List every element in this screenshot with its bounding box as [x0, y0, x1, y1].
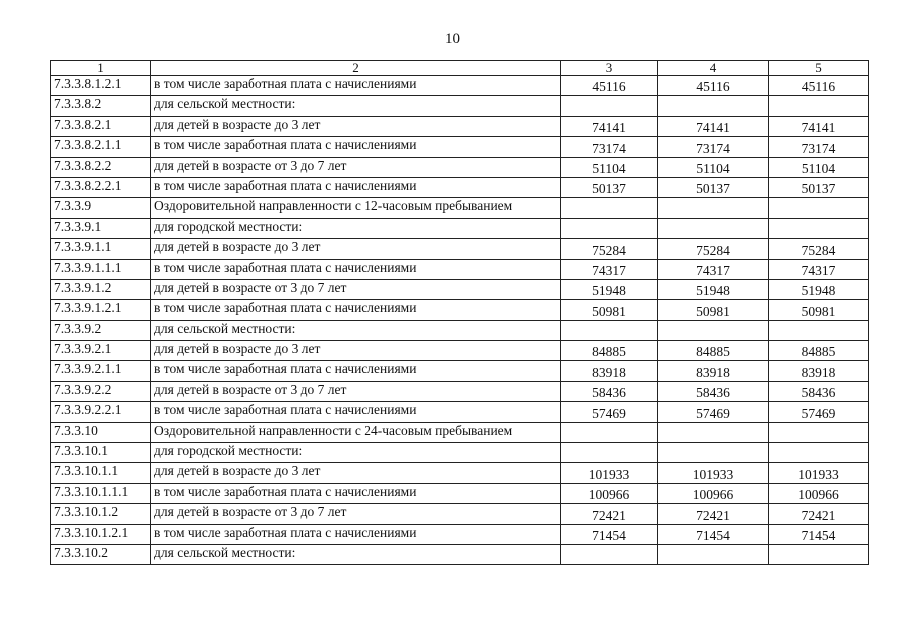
row-value-cell-4: [658, 198, 769, 218]
row-value-cell-3: [561, 218, 658, 238]
row-value-cell-5: 58436: [769, 381, 869, 401]
row-value-cell-4: [658, 422, 769, 442]
row-value-cell-3: 74141: [561, 116, 658, 136]
row-code-cell: 7.3.3.9.2.1.1: [51, 361, 151, 381]
row-value-cell-3: [561, 198, 658, 218]
row-code-cell: 7.3.3.9.1.1.1: [51, 259, 151, 279]
row-name-cell: для детей в возрасте до 3 лет: [151, 463, 561, 483]
table-header-row: [51, 61, 869, 76]
row-code-cell: 7.3.3.10.1.1.1: [51, 483, 151, 503]
row-value-cell-4: 58436: [658, 381, 769, 401]
row-value-cell-4: 50137: [658, 177, 769, 197]
row-code-cell: 7.3.3.10.1.2: [51, 504, 151, 524]
row-name-cell: в том числе заработная плата с начислениями: [151, 524, 561, 544]
row-value-cell-3: 74317: [561, 259, 658, 279]
table-row: [51, 239, 869, 259]
row-name-cell: Оздоровительной направленности с 24-часовым пребыванием: [151, 422, 561, 442]
row-value-cell-3: 71454: [561, 524, 658, 544]
row-code-cell: 7.3.3.9.2.2.1: [51, 402, 151, 422]
row-value-cell-3: [561, 422, 658, 442]
row-value-cell-4: 100966: [658, 483, 769, 503]
row-code-cell: 7.3.3.9.1.2: [51, 279, 151, 299]
table-row: [51, 381, 869, 401]
table-row: [51, 443, 869, 463]
row-value-cell-3: [561, 96, 658, 116]
row-value-cell-3: 50137: [561, 177, 658, 197]
row-value-cell-3: 100966: [561, 483, 658, 503]
row-code-cell: 7.3.3.8.1.2.1: [51, 76, 151, 96]
row-value-cell-5: [769, 320, 869, 340]
row-name-cell: для детей в возрасте до 3 лет: [151, 341, 561, 361]
row-value-cell-4: 45116: [658, 76, 769, 96]
row-value-cell-4: 75284: [658, 239, 769, 259]
row-value-cell-3: 50981: [561, 300, 658, 320]
row-value-cell-3: 84885: [561, 341, 658, 361]
row-value-cell-5: 51948: [769, 279, 869, 299]
row-value-cell-4: 84885: [658, 341, 769, 361]
row-value-cell-5: 50981: [769, 300, 869, 320]
table-row: [51, 279, 869, 299]
row-value-cell-4: [658, 544, 769, 564]
row-name-cell: в том числе заработная плата с начислениями: [151, 300, 561, 320]
header-cell-4: 4: [658, 61, 769, 76]
row-value-cell-5: [769, 544, 869, 564]
table-row: [51, 198, 869, 218]
table-row: [51, 177, 869, 197]
row-name-cell: для детей в возрасте от 3 до 7 лет: [151, 279, 561, 299]
row-value-cell-5: 45116: [769, 76, 869, 96]
row-value-cell-3: 101933: [561, 463, 658, 483]
table-row: [51, 76, 869, 96]
row-value-cell-5: [769, 422, 869, 442]
page-number: 10: [445, 31, 460, 47]
row-name-cell: для сельской местности:: [151, 96, 561, 116]
row-value-cell-5: [769, 96, 869, 116]
row-value-cell-3: [561, 544, 658, 564]
row-value-cell-5: 101933: [769, 463, 869, 483]
row-name-cell: для городской местности:: [151, 218, 561, 238]
row-value-cell-5: 57469: [769, 402, 869, 422]
row-value-cell-3: 51948: [561, 279, 658, 299]
table-row: [51, 422, 869, 442]
row-value-cell-5: 71454: [769, 524, 869, 544]
row-name-cell: Оздоровительной направленности с 12-часовым пребыванием: [151, 198, 561, 218]
table-row: [51, 361, 869, 381]
row-code-cell: 7.3.3.10.1.1: [51, 463, 151, 483]
row-value-cell-3: 72421: [561, 504, 658, 524]
row-value-cell-5: [769, 218, 869, 238]
row-value-cell-3: 45116: [561, 76, 658, 96]
row-value-cell-3: 57469: [561, 402, 658, 422]
row-value-cell-5: 100966: [769, 483, 869, 503]
row-value-cell-4: 57469: [658, 402, 769, 422]
table-row: [51, 259, 869, 279]
row-value-cell-3: 58436: [561, 381, 658, 401]
row-value-cell-5: [769, 443, 869, 463]
row-name-cell: для детей в возрасте от 3 до 7 лет: [151, 157, 561, 177]
header-cell-3: 3: [561, 61, 658, 76]
row-value-cell-3: 51104: [561, 157, 658, 177]
row-name-cell: в том числе заработная плата с начислениями: [151, 177, 561, 197]
table-row: [51, 96, 869, 116]
row-name-cell: для сельской местности:: [151, 320, 561, 340]
row-value-cell-4: 83918: [658, 361, 769, 381]
row-value-cell-4: 50981: [658, 300, 769, 320]
table-row: [51, 137, 869, 157]
row-value-cell-5: 74317: [769, 259, 869, 279]
row-value-cell-4: [658, 320, 769, 340]
row-value-cell-4: 74317: [658, 259, 769, 279]
row-value-cell-4: 72421: [658, 504, 769, 524]
row-value-cell-5: 51104: [769, 157, 869, 177]
row-value-cell-3: [561, 443, 658, 463]
row-name-cell: для детей в возрасте до 3 лет: [151, 116, 561, 136]
budget-table: [50, 60, 869, 565]
table-row: [51, 544, 869, 564]
row-value-cell-5: 83918: [769, 361, 869, 381]
header-cell-5: 5: [769, 61, 869, 76]
row-code-cell: 7.3.3.9.2: [51, 320, 151, 340]
row-value-cell-4: 101933: [658, 463, 769, 483]
table-row: [51, 157, 869, 177]
header-cell-2: 2: [151, 61, 561, 76]
table-row: [51, 463, 869, 483]
row-code-cell: 7.3.3.10.1.2.1: [51, 524, 151, 544]
row-value-cell-5: [769, 198, 869, 218]
row-code-cell: 7.3.3.9.1.2.1: [51, 300, 151, 320]
row-code-cell: 7.3.3.9.2.1: [51, 341, 151, 361]
row-name-cell: для детей в возрасте от 3 до 7 лет: [151, 381, 561, 401]
table-row: [51, 483, 869, 503]
table-row: [51, 504, 869, 524]
row-code-cell: 7.3.3.8.2.2: [51, 157, 151, 177]
row-code-cell: 7.3.3.9.2.2: [51, 381, 151, 401]
row-value-cell-5: 72421: [769, 504, 869, 524]
row-name-cell: в том числе заработная плата с начислениями: [151, 361, 561, 381]
row-value-cell-4: 51104: [658, 157, 769, 177]
row-value-cell-4: [658, 218, 769, 238]
row-code-cell: 7.3.3.8.2: [51, 96, 151, 116]
row-value-cell-4: 71454: [658, 524, 769, 544]
row-value-cell-4: 74141: [658, 116, 769, 136]
row-code-cell: 7.3.3.9.1: [51, 218, 151, 238]
row-value-cell-3: 83918: [561, 361, 658, 381]
row-name-cell: для городской местности:: [151, 443, 561, 463]
row-value-cell-4: [658, 443, 769, 463]
row-value-cell-5: 75284: [769, 239, 869, 259]
row-value-cell-3: 73174: [561, 137, 658, 157]
table-row: [51, 116, 869, 136]
row-value-cell-4: [658, 96, 769, 116]
table-row: [51, 402, 869, 422]
row-value-cell-5: 74141: [769, 116, 869, 136]
row-value-cell-4: 51948: [658, 279, 769, 299]
row-name-cell: для сельской местности:: [151, 544, 561, 564]
row-name-cell: для детей в возрасте до 3 лет: [151, 239, 561, 259]
row-name-cell: в том числе заработная плата с начислениями: [151, 137, 561, 157]
row-code-cell: 7.3.3.10.1: [51, 443, 151, 463]
row-name-cell: в том числе заработная плата с начислениями: [151, 76, 561, 96]
row-code-cell: 7.3.3.10: [51, 422, 151, 442]
row-code-cell: 7.3.3.8.2.1.1: [51, 137, 151, 157]
row-value-cell-3: 75284: [561, 239, 658, 259]
row-value-cell-4: 73174: [658, 137, 769, 157]
row-name-cell: в том числе заработная плата с начислениями: [151, 483, 561, 503]
table-row: [51, 524, 869, 544]
row-name-cell: в том числе заработная плата с начислениями: [151, 402, 561, 422]
table-row: [51, 341, 869, 361]
row-value-cell-3: [561, 320, 658, 340]
row-code-cell: 7.3.3.9.1.1: [51, 239, 151, 259]
row-code-cell: 7.3.3.9: [51, 198, 151, 218]
row-code-cell: 7.3.3.8.2.1: [51, 116, 151, 136]
table-row: [51, 218, 869, 238]
row-code-cell: 7.3.3.10.2: [51, 544, 151, 564]
row-name-cell: в том числе заработная плата с начислениями: [151, 259, 561, 279]
row-code-cell: 7.3.3.8.2.2.1: [51, 177, 151, 197]
row-name-cell: для детей в возрасте от 3 до 7 лет: [151, 504, 561, 524]
row-value-cell-5: 73174: [769, 137, 869, 157]
header-cell-1: 1: [51, 61, 151, 76]
table-row: [51, 320, 869, 340]
table-row: [51, 300, 869, 320]
row-value-cell-5: 84885: [769, 341, 869, 361]
row-value-cell-5: 50137: [769, 177, 869, 197]
